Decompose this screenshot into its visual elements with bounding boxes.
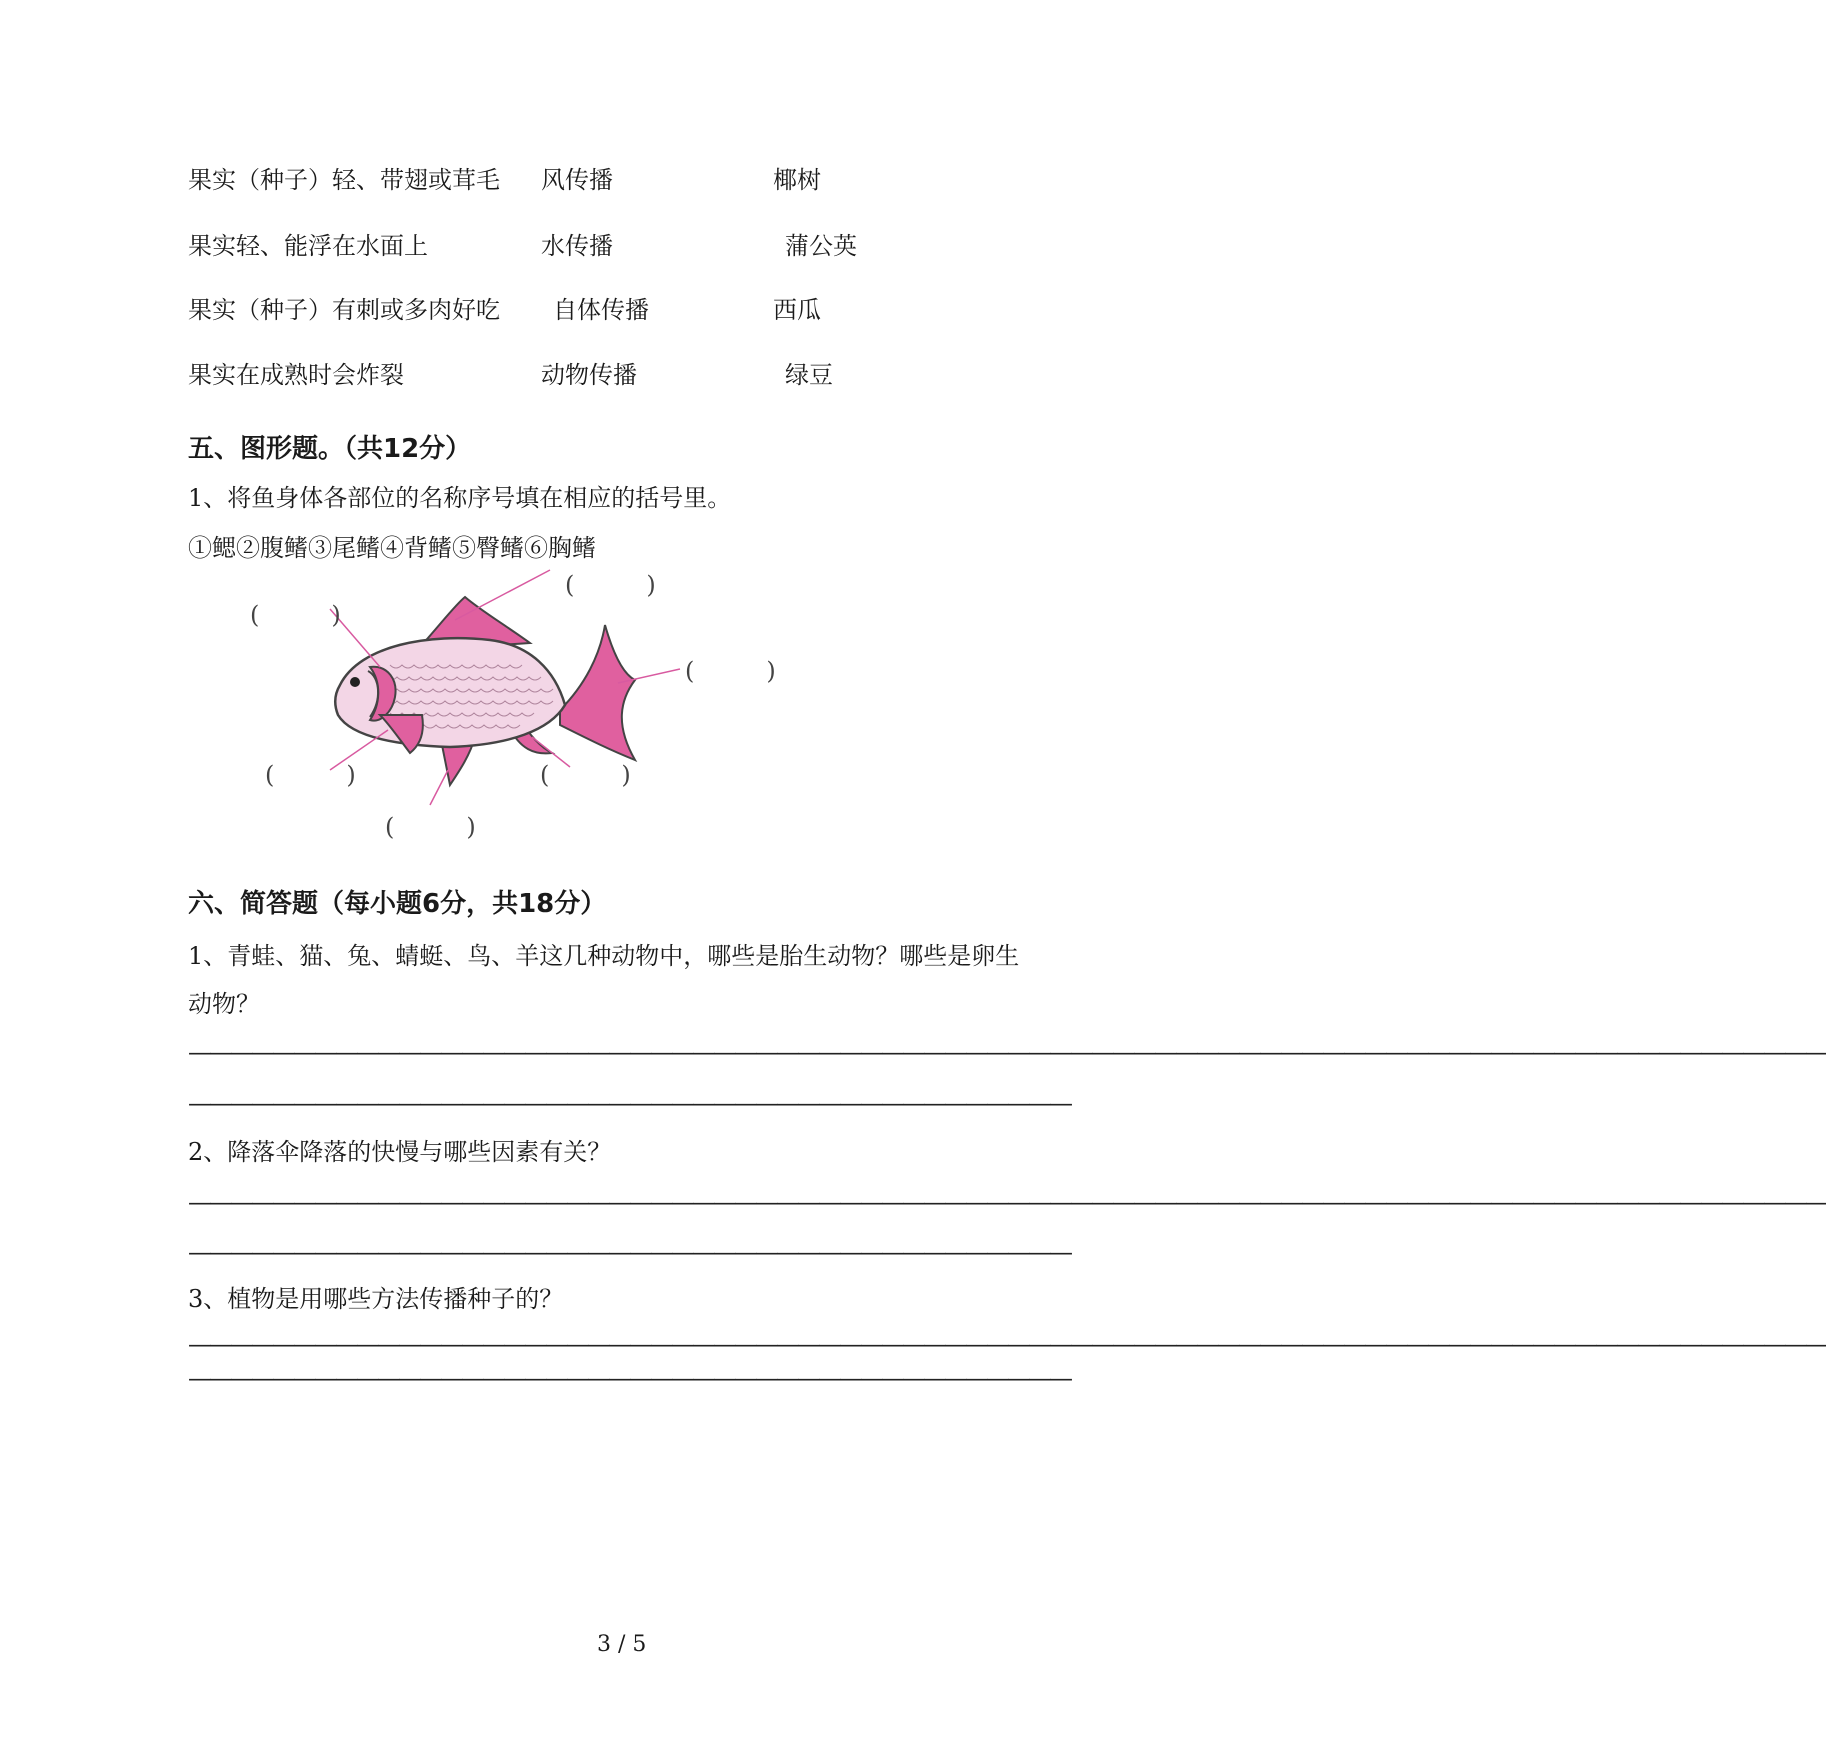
answer-line: —————————————————————————————————————————— xyxy=(188,1238,1070,1266)
method-text: 水传播 xyxy=(541,232,613,260)
question-text: 1、青蛙、猫、兔、蜻蜓、鸟、羊这几种动物中，哪些是胎生动物？哪些是卵生 xyxy=(188,942,1020,970)
bracket-label: ( ) xyxy=(250,601,341,629)
section-title: 五、图形题。（共12分） xyxy=(188,434,472,464)
method-text: 自体传播 xyxy=(553,296,649,324)
leader-line-pelvic xyxy=(430,770,448,805)
question-text: 3、植物是用哪些方法传播种子的？ xyxy=(188,1285,564,1313)
bracket-label: ( ) xyxy=(565,571,656,599)
question-text: 2、降落伞降落的快慢与哪些因素有关？ xyxy=(188,1138,612,1166)
plant-text: 绿豆 xyxy=(785,361,833,389)
leader-line-dorsal xyxy=(455,570,550,620)
fish-eye xyxy=(350,677,360,687)
bracket-label: ( ) xyxy=(265,761,356,789)
answer-line: —————————————————————————————————————————————————————————————————————————————— xyxy=(188,1038,1826,1066)
answer-line: —————————————————————————————————————————————————————————————————————————————— xyxy=(188,1330,1826,1358)
fish-diagram xyxy=(230,565,790,845)
bracket-label: ( ) xyxy=(685,657,776,685)
fish-illustration xyxy=(230,565,790,845)
feature-text: 果实轻、能浮在水面上 xyxy=(188,232,428,260)
page-number: 3 / 5 xyxy=(597,1632,647,1657)
feature-text: 果实在成熟时会炸裂 xyxy=(188,361,404,389)
method-text: 动物传播 xyxy=(541,361,637,389)
answer-line: —————————————————————————————————————————— xyxy=(188,1364,1070,1392)
plant-text: 西瓜 xyxy=(773,296,821,324)
bracket-label: ( ) xyxy=(540,761,631,789)
plant-text: 椰树 xyxy=(773,166,821,194)
question-text: 动物？ xyxy=(188,990,260,1018)
section-title: 六、简答题（每小题6分，共18分） xyxy=(188,889,607,919)
question-text: 1、将鱼身体各部位的名称序号填在相应的括号里。 xyxy=(188,484,732,512)
plant-text: 蒲公英 xyxy=(785,232,857,260)
method-text: 风传播 xyxy=(541,166,613,194)
feature-text: 果实（种子）轻、带翅或茸毛 xyxy=(188,166,500,194)
answer-line: —————————————————————————————————————————— xyxy=(188,1089,1070,1117)
bracket-label: ( ) xyxy=(385,813,476,841)
options-text: ①鳃②腹鳍③尾鳍④背鳍⑤臀鳍⑥胸鳍 xyxy=(188,534,596,562)
tail-fin xyxy=(560,625,635,760)
answer-line: —————————————————————————————————————————————————————————————————————————————— xyxy=(188,1188,1826,1216)
feature-text: 果实（种子）有刺或多肉好吃 xyxy=(188,296,500,324)
